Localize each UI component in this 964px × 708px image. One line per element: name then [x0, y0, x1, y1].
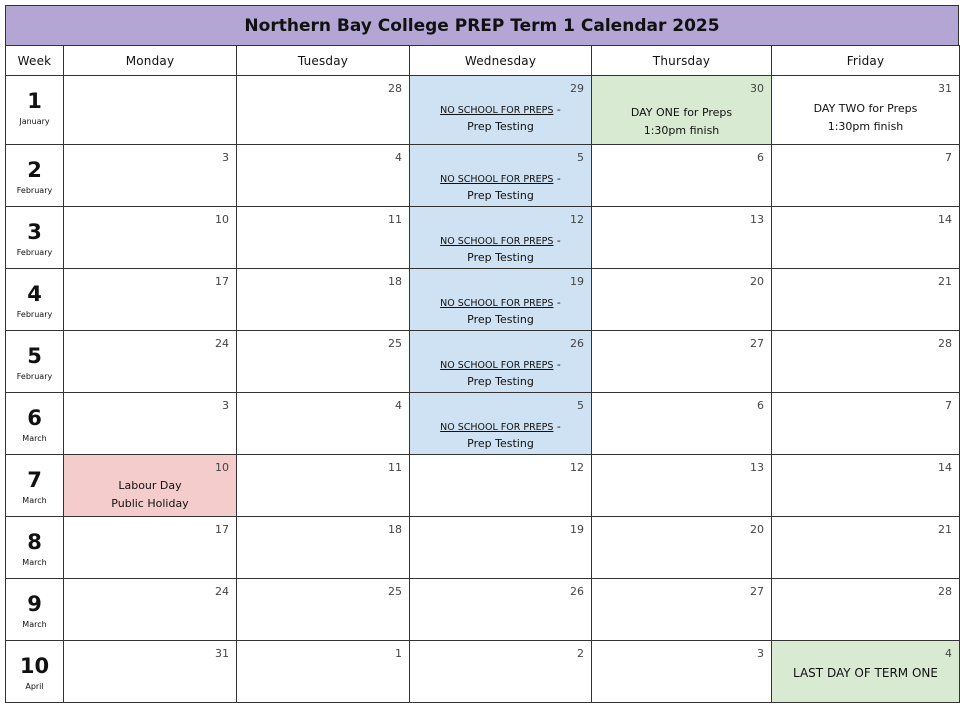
week-number: 5	[27, 344, 42, 368]
event-no-school: NO SCHOOL FOR PREPS - Prep Testing	[440, 234, 561, 264]
event-no-school: NO SCHOOL FOR PREPS - Prep Testing	[440, 103, 561, 133]
week-number: 10	[19, 654, 50, 678]
event-no-school: NO SCHOOL FOR PREPS - Prep Testing	[440, 296, 561, 326]
day-number: 3	[222, 399, 229, 412]
day-number: 18	[388, 275, 402, 288]
event-labour-day: Labour Day Public Holiday	[111, 479, 189, 510]
day-cell	[237, 393, 410, 455]
day-cell	[592, 455, 772, 517]
day-number: 5	[577, 399, 584, 412]
day-number: 14	[938, 213, 952, 226]
event-no-school: NO SCHOOL FOR PREPS - Prep Testing	[440, 358, 561, 388]
week-row	[6, 145, 960, 207]
event-day-two: DAY TWO for Preps 1:30pm finish	[813, 102, 918, 133]
day-number: 7	[945, 151, 952, 164]
day-cell	[64, 207, 237, 269]
day-cell	[772, 393, 960, 455]
day-number: 10	[215, 461, 229, 474]
day-number: 26	[570, 585, 584, 598]
week-month: March	[22, 434, 47, 443]
day-number: 13	[750, 213, 764, 226]
week-row	[6, 455, 960, 517]
day-number: 28	[388, 82, 402, 95]
day-cell	[64, 579, 237, 641]
week-row	[6, 76, 960, 145]
day-number: 24	[215, 585, 229, 598]
day-number: 2	[577, 647, 584, 660]
day-cell	[64, 269, 237, 331]
day-cell	[592, 269, 772, 331]
day-number: 3	[757, 647, 764, 660]
day-cell	[410, 579, 592, 641]
day-number: 31	[215, 647, 229, 660]
day-number: 1	[395, 647, 402, 660]
day-cell	[772, 455, 960, 517]
day-cell	[592, 76, 772, 145]
day-number: 5	[577, 151, 584, 164]
header-friday: Friday	[772, 46, 960, 76]
week-cell	[6, 579, 64, 641]
day-number: 10	[215, 213, 229, 226]
day-number: 3	[222, 151, 229, 164]
day-number: 19	[570, 275, 584, 288]
week-number: 4	[27, 282, 42, 306]
header-wednesday: Wednesday	[410, 46, 592, 76]
day-number: 21	[938, 523, 952, 536]
day-cell	[237, 641, 410, 703]
week-number: 2	[27, 158, 42, 182]
week-number: 1	[27, 89, 42, 113]
day-number: 20	[750, 523, 764, 536]
day-number: 17	[215, 275, 229, 288]
week-row	[6, 269, 960, 331]
day-cell	[592, 331, 772, 393]
day-cell	[772, 145, 960, 207]
day-cell	[592, 145, 772, 207]
day-cell	[237, 76, 410, 145]
event-no-school: NO SCHOOL FOR PREPS - Prep Testing	[440, 420, 561, 450]
day-cell	[592, 517, 772, 579]
week-month: January	[19, 117, 50, 126]
week-cell	[6, 207, 64, 269]
week-number: 3	[27, 220, 42, 244]
day-cell	[592, 641, 772, 703]
day-cell	[592, 579, 772, 641]
day-number: 27	[750, 585, 764, 598]
week-cell	[6, 145, 64, 207]
event-no-school: NO SCHOOL FOR PREPS - Prep Testing	[440, 172, 561, 202]
header-week: Week	[6, 46, 64, 76]
day-number: 7	[945, 399, 952, 412]
day-number: 25	[388, 585, 402, 598]
day-cell	[772, 331, 960, 393]
day-cell	[237, 455, 410, 517]
day-cell	[64, 76, 237, 145]
day-cell	[772, 76, 960, 145]
week-cell	[6, 455, 64, 517]
day-number: 4	[395, 151, 402, 164]
day-cell	[64, 641, 237, 703]
day-cell	[592, 393, 772, 455]
header-thursday: Thursday	[592, 46, 772, 76]
day-cell	[237, 207, 410, 269]
day-number: 4	[395, 399, 402, 412]
week-number: 6	[27, 406, 42, 430]
week-cell	[6, 269, 64, 331]
week-row	[6, 393, 960, 455]
week-month: February	[16, 310, 53, 319]
day-cell	[772, 207, 960, 269]
week-month: March	[22, 620, 47, 629]
week-month: February	[16, 248, 53, 257]
week-cell	[6, 76, 64, 145]
week-row	[6, 517, 960, 579]
week-row	[6, 207, 960, 269]
day-number: 27	[750, 337, 764, 350]
day-number: 4	[945, 647, 952, 660]
day-number: 19	[570, 523, 584, 536]
day-cell	[410, 145, 592, 207]
day-number: 28	[938, 585, 952, 598]
day-cell	[64, 517, 237, 579]
day-number: 25	[388, 337, 402, 350]
day-cell	[237, 331, 410, 393]
event-last-day: LAST DAY OF TERM ONE	[793, 666, 938, 680]
day-number: 30	[750, 82, 764, 95]
header-tuesday: Tuesday	[237, 46, 410, 76]
week-number: 7	[27, 468, 42, 492]
day-cell	[410, 455, 592, 517]
day-cell	[410, 331, 592, 393]
page-title: Northern Bay College PREP Term 1 Calendar 2025	[5, 5, 959, 46]
day-cell	[410, 207, 592, 269]
week-number: 9	[27, 592, 42, 616]
day-cell	[410, 517, 592, 579]
day-cell	[64, 331, 237, 393]
day-number: 6	[757, 151, 764, 164]
day-cell	[772, 641, 960, 703]
day-cell	[237, 517, 410, 579]
day-cell	[592, 207, 772, 269]
week-month: March	[22, 496, 47, 505]
day-cell	[237, 579, 410, 641]
day-number: 11	[388, 213, 402, 226]
day-cell	[772, 579, 960, 641]
day-number: 17	[215, 523, 229, 536]
week-row	[6, 579, 960, 641]
week-number: 8	[27, 530, 42, 554]
day-cell	[237, 269, 410, 331]
day-cell	[410, 269, 592, 331]
day-number: 21	[938, 275, 952, 288]
week-month: April	[25, 682, 44, 691]
day-number: 11	[388, 461, 402, 474]
day-cell	[64, 455, 237, 517]
week-month: February	[16, 186, 53, 195]
week-row	[6, 331, 960, 393]
day-cell	[772, 517, 960, 579]
header-row	[6, 46, 960, 76]
day-cell	[237, 145, 410, 207]
day-number: 29	[570, 82, 584, 95]
calendar-table	[5, 45, 960, 703]
week-cell	[6, 641, 64, 703]
day-cell	[410, 76, 592, 145]
header-monday: Monday	[64, 46, 237, 76]
day-cell	[410, 641, 592, 703]
day-number: 12	[570, 213, 584, 226]
day-number: 28	[938, 337, 952, 350]
day-number: 20	[750, 275, 764, 288]
day-cell	[64, 393, 237, 455]
week-month: March	[22, 558, 47, 567]
day-cell	[772, 269, 960, 331]
day-number: 13	[750, 461, 764, 474]
week-cell	[6, 393, 64, 455]
day-cell	[410, 393, 592, 455]
day-number: 6	[757, 399, 764, 412]
calendar	[5, 5, 959, 703]
day-number: 26	[570, 337, 584, 350]
week-cell	[6, 331, 64, 393]
week-row	[6, 641, 960, 703]
week-month: February	[16, 372, 53, 381]
day-number: 31	[938, 82, 952, 95]
event-day-one: DAY ONE for Preps 1:30pm finish	[630, 106, 733, 137]
week-cell	[6, 517, 64, 579]
day-number: 24	[215, 337, 229, 350]
day-number: 14	[938, 461, 952, 474]
day-number: 12	[570, 461, 584, 474]
day-cell	[64, 145, 237, 207]
day-number: 18	[388, 523, 402, 536]
